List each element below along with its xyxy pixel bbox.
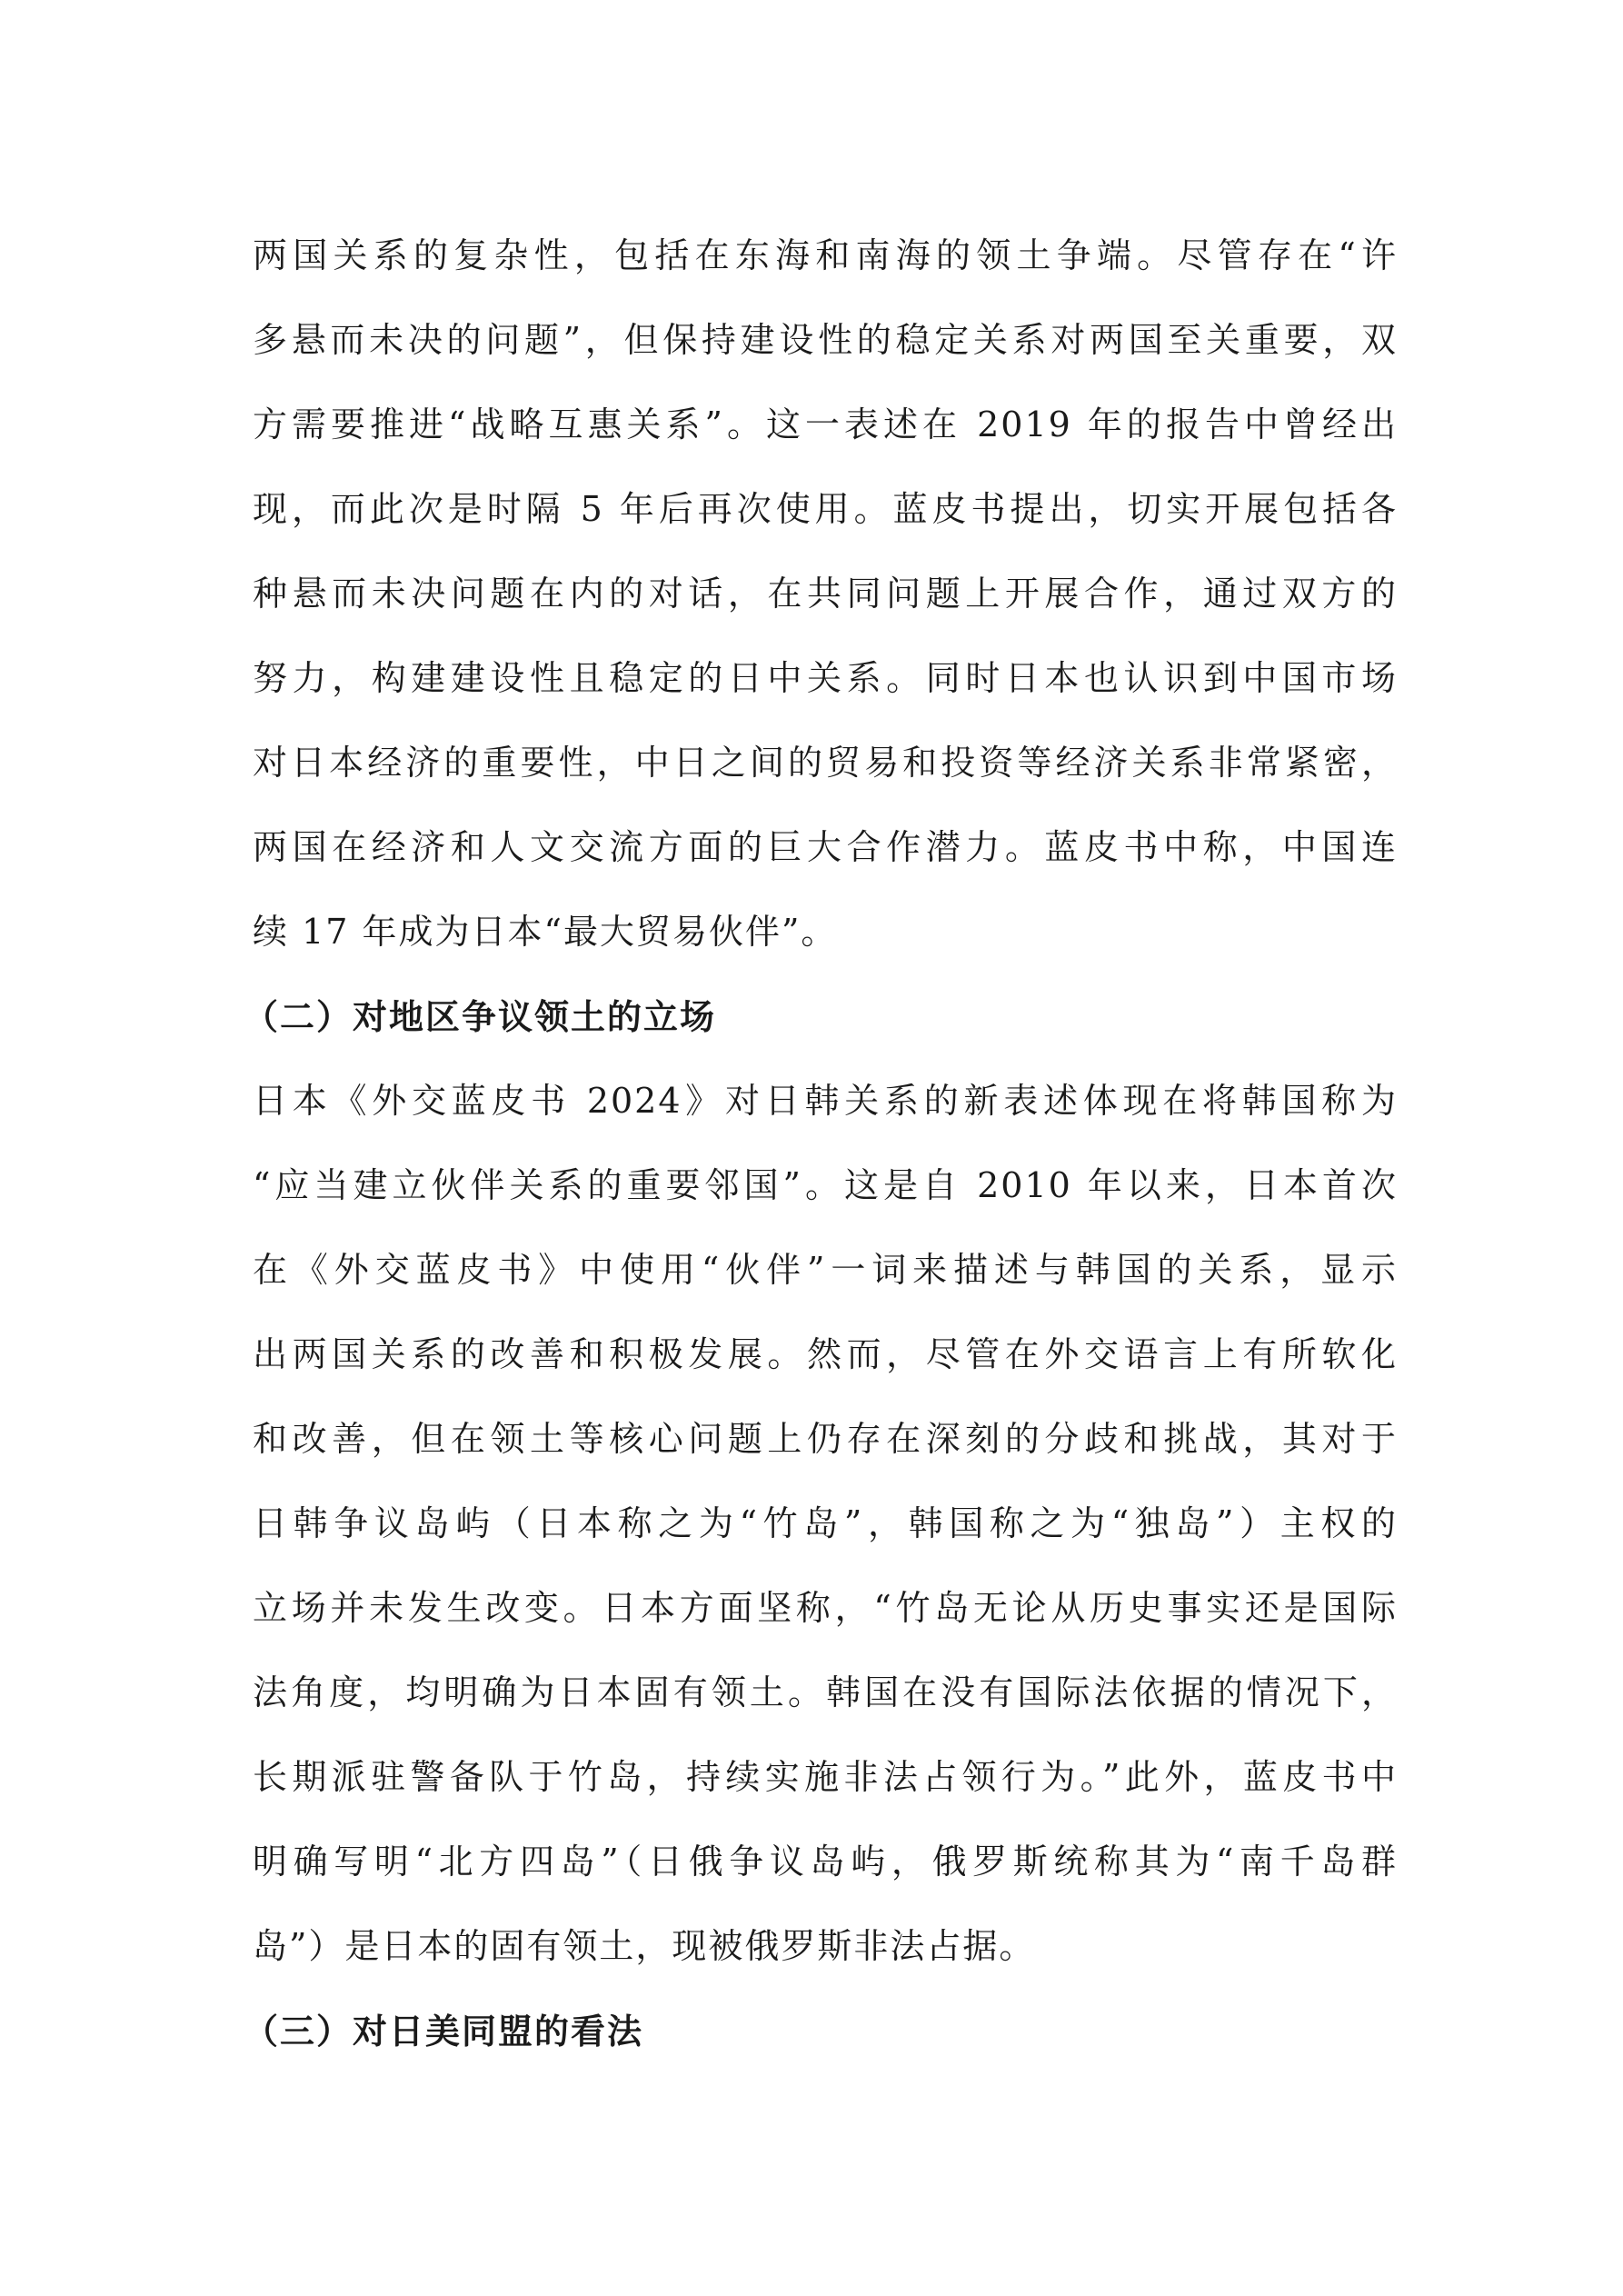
text-line: 岛”）是日本的固有领土，现被俄罗斯非法占据。 [253, 1926, 1036, 1966]
text-line: 两国在经济和人文交流方面的巨大合作潜力。蓝皮书中称，中国连 [253, 827, 1398, 867]
text-line: 明确写明“北方四岛”（日俄争议岛屿，俄罗斯统称其为“南千岛群 [253, 1842, 1398, 1882]
text-line: 续 17 年成为日本“最大贸易伙伴”。 [253, 912, 838, 952]
text-line: 种悬而未决问题在内的对话，在共同问题上开展合作，通过双方的 [253, 574, 1398, 614]
text-line: 立场并未发生改变。日本方面坚称，“竹岛无论从历史事实还是国际 [253, 1588, 1398, 1628]
document-body [244, 214, 1398, 2073]
text-line: 对日本经济的重要性，中日之间的贸易和投资等经济关系非常紧密， [253, 743, 1398, 783]
text-line: “应当建立伙伴关系的重要邻国”。这是自 2010 年以来，日本首次 [253, 1165, 1398, 1205]
section-heading-territory: （二）对地区争议领土的立场 [244, 996, 717, 1037]
text-line: 现，而此次是时隔 5 年后再次使用。蓝皮书提出，切实开展包括各 [253, 489, 1398, 529]
text-line: 在《外交蓝皮书》中使用“伙伴”一词来描述与韩国的关系，显示 [253, 1250, 1398, 1290]
text-line: 出两国关系的改善和积极发展。然而，尽管在外交语言上有所软化 [253, 1334, 1398, 1374]
text-line: 和改善，但在领土等核心问题上仍存在深刻的分歧和挑战，其对于 [253, 1419, 1398, 1459]
section-heading-us-japan-alliance: （三）对日美同盟的看法 [244, 2011, 644, 2051]
text-line: 日本《外交蓝皮书 2024》对日韩关系的新表述体现在将韩国称为 [253, 1081, 1398, 1121]
paragraph-territory-stance [253, 1059, 1398, 1989]
text-line: 方需要推进“战略互惠关系”。这一表述在 2019 年的报告中曾经出 [253, 404, 1398, 444]
text-line: 法角度，均明确为日本固有领土。韩国在没有国际法依据的情况下， [253, 1672, 1398, 1712]
text-line: 努力，构建建设性且稳定的日中关系。同时日本也认识到中国市场 [253, 658, 1398, 698]
text-line: 长期派驻警备队于竹岛，持续实施非法占领行为。”此外，蓝皮书中 [253, 1757, 1398, 1797]
paragraph-china-japan-relations [253, 214, 1398, 974]
text-line: 多悬而未决的问题”，但保持建设性的稳定关系对两国至关重要，双 [253, 320, 1398, 360]
text-line: 两国关系的复杂性，包括在东海和南海的领土争端。尽管存在“许 [253, 235, 1398, 275]
text-line: 日韩争议岛屿（日本称之为“竹岛”，韩国称之为“独岛”）主权的 [253, 1503, 1398, 1543]
